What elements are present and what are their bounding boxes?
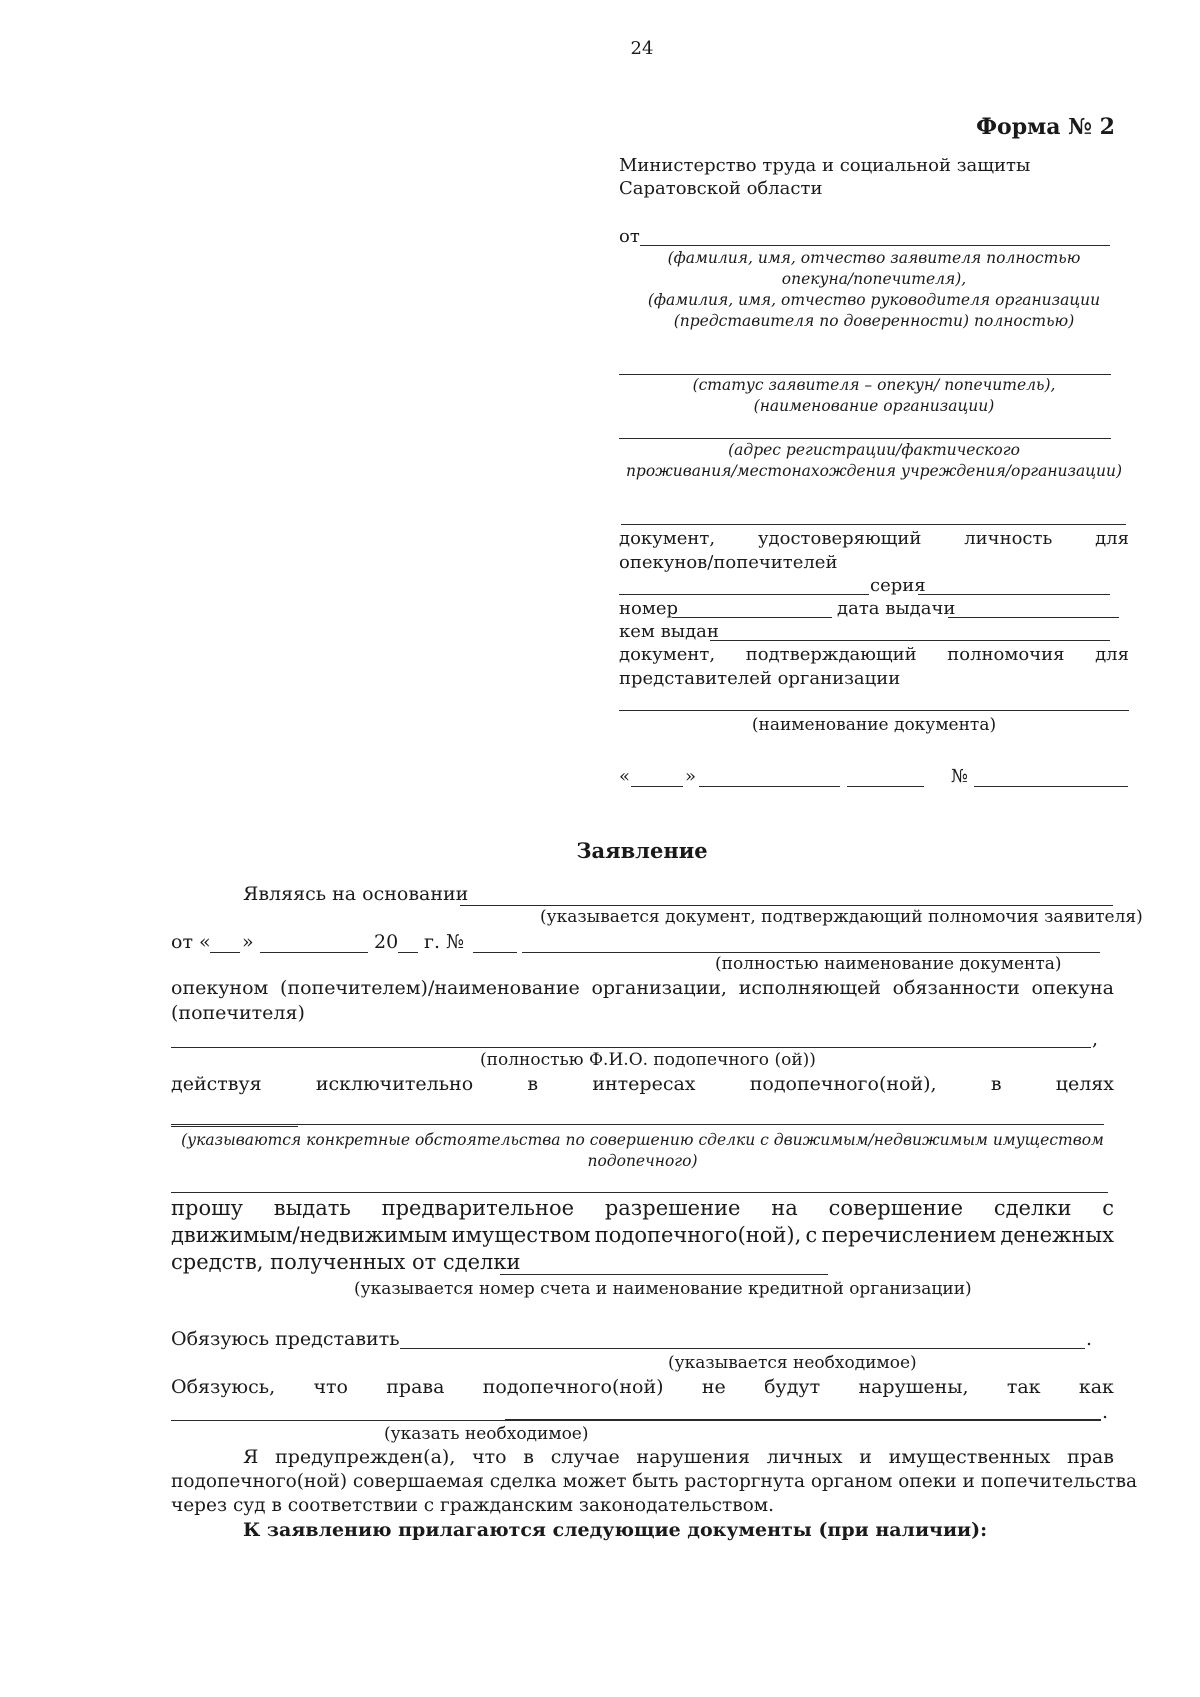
auth-doc-word: подтверждающий bbox=[745, 644, 917, 665]
guardian-word: опекуна bbox=[1031, 977, 1114, 999]
status-note-1: (статус заявителя – опекун/ попечитель), bbox=[692, 376, 1056, 394]
date-close-quote: » bbox=[685, 766, 697, 787]
rights-word: как bbox=[1078, 1376, 1114, 1398]
auth-doc-line-2: представителей организации bbox=[619, 668, 901, 689]
warned-line-2: подопечного(ной) совершаемая сделка может быть расторгнута органом опеки и попечительства bbox=[171, 1471, 1138, 1492]
necessary-note: (указывается необходимое) bbox=[668, 1353, 917, 1373]
id-doc-word: удостоверяющий bbox=[757, 528, 922, 549]
address-line[interactable] bbox=[619, 438, 1111, 439]
purpose-line-start bbox=[171, 1126, 298, 1127]
id-doc-word: для bbox=[1095, 528, 1129, 549]
guardian-word: обязанности bbox=[892, 977, 1020, 999]
request-line-1 bbox=[171, 1195, 1114, 1222]
issue-date-label: дата выдачи bbox=[837, 598, 956, 619]
acting-word: исключительно bbox=[315, 1073, 474, 1095]
doc-name-note: (наименование документа) bbox=[751, 715, 997, 735]
request-word: перечислением bbox=[821, 1223, 997, 1247]
doc-full-name-note: (полностью наименование документа) bbox=[715, 954, 1062, 974]
from-date-quote-close: » bbox=[242, 931, 254, 953]
rights-word: нарушены, bbox=[858, 1376, 969, 1398]
request-line-3: средств, полученных от сделки bbox=[171, 1250, 521, 1274]
warned-line-3: через суд в соответствии с гражданским законодательством. bbox=[171, 1495, 775, 1516]
id-doc-word: личность bbox=[964, 528, 1053, 549]
date-open-quote: « bbox=[619, 766, 631, 787]
warned-word: предупрежден(а), bbox=[275, 1446, 456, 1468]
from-day-line[interactable] bbox=[210, 952, 240, 953]
rights-word: так bbox=[1006, 1376, 1041, 1398]
doc-number-line[interactable] bbox=[473, 952, 517, 953]
request-line-2 bbox=[171, 1222, 1114, 1249]
rights-word: не bbox=[701, 1376, 726, 1398]
acting-word: целях bbox=[1055, 1073, 1114, 1095]
request-word: совершение bbox=[828, 1196, 964, 1220]
year-label: 20 bbox=[374, 931, 399, 953]
acting-word: подопечного(ной), bbox=[749, 1073, 937, 1095]
guardian-word: опекуном bbox=[171, 977, 269, 999]
doc-name-line[interactable] bbox=[522, 952, 1100, 953]
request-word: движимым/недвижимым bbox=[171, 1223, 448, 1247]
basis-note: (указывается документ, подтверждающий полномочия заявителя) bbox=[540, 907, 1143, 927]
undertake-period: . bbox=[1086, 1328, 1093, 1350]
applicant-name-note-2: опекуна/попечителя), bbox=[781, 270, 967, 288]
basis-line[interactable] bbox=[460, 905, 1113, 906]
guardian-line-2: (попечителя) bbox=[171, 1002, 305, 1024]
request-word: сделки bbox=[993, 1196, 1072, 1220]
auth-doc-word: документ, bbox=[619, 644, 716, 665]
warned-word: случае bbox=[550, 1446, 620, 1468]
auth-doc-word: полномочия bbox=[947, 644, 1065, 665]
warned-word: прав bbox=[1067, 1446, 1114, 1468]
request-word: денежных bbox=[1000, 1223, 1114, 1247]
issued-by-label: кем выдан bbox=[619, 621, 719, 642]
id-doc-line-1 bbox=[619, 527, 1129, 550]
statement-heading: Заявление bbox=[576, 838, 708, 863]
request-word: с bbox=[1102, 1196, 1114, 1220]
rights-word: права bbox=[386, 1376, 445, 1398]
request-word: предварительное bbox=[381, 1196, 575, 1220]
id-doc-top-line[interactable] bbox=[621, 524, 1126, 525]
applicant-name-note-3: (фамилия, имя, отчество руководителя организации bbox=[647, 291, 1101, 309]
date-month-line[interactable] bbox=[699, 786, 840, 787]
circumstances-note-2: подопечного) bbox=[587, 1152, 698, 1170]
guardian-line-1 bbox=[171, 976, 1114, 1001]
account-line[interactable] bbox=[500, 1274, 828, 1275]
address-note-2: проживания/местонахождения учреждения/организации) bbox=[625, 462, 1123, 480]
applicant-name-note-1: (фамилия, имя, отчество заявителя полностью bbox=[667, 249, 1081, 267]
ward-name-line[interactable] bbox=[171, 1047, 1091, 1048]
number-line[interactable] bbox=[672, 617, 832, 618]
series-line[interactable] bbox=[918, 594, 1110, 595]
attachments-heading: К заявлению прилагаются следующие документы (при наличии): bbox=[243, 1519, 988, 1541]
form-title: Форма № 2 bbox=[976, 114, 1115, 140]
address-note-1: (адрес регистрации/фактического bbox=[728, 441, 1020, 459]
page-number: 24 bbox=[630, 38, 654, 59]
acting-word: в bbox=[527, 1073, 539, 1095]
id-doc-word: документ, bbox=[619, 528, 716, 549]
rights-line bbox=[171, 1375, 1114, 1400]
year-line[interactable] bbox=[398, 952, 418, 953]
addressee-line-1: Министерство труда и социальной защиты bbox=[619, 155, 1031, 176]
specify-note: (указать необходимое) bbox=[384, 1424, 589, 1444]
ward-line-comma: , bbox=[1092, 1028, 1099, 1050]
year-suffix: г. № bbox=[424, 931, 465, 953]
undertake-label: Обязуюсь представить bbox=[171, 1328, 400, 1350]
warned-word: в bbox=[523, 1446, 534, 1468]
rights-reason-line-bold bbox=[505, 1419, 1101, 1421]
request-word: выдать bbox=[273, 1196, 351, 1220]
undertake-line[interactable] bbox=[400, 1348, 1085, 1349]
auth-doc-line-1 bbox=[619, 643, 1129, 666]
series-label: серия bbox=[870, 575, 926, 596]
rights-word: что bbox=[313, 1376, 348, 1398]
auth-doc-name-line[interactable] bbox=[619, 710, 1129, 711]
account-note: (указывается номер счета и наименование кредитной организации) bbox=[354, 1279, 972, 1299]
acting-line bbox=[171, 1072, 1114, 1097]
rights-period: . bbox=[1102, 1401, 1109, 1423]
from-label: от bbox=[619, 226, 640, 247]
request-word: прошу bbox=[171, 1196, 243, 1220]
request-word: подопечного(ной), bbox=[594, 1223, 802, 1247]
date-number-sign: № bbox=[951, 766, 969, 787]
warned-word: личных bbox=[766, 1446, 843, 1468]
guardian-word: исполняющей bbox=[738, 977, 881, 999]
date-day-line[interactable] bbox=[631, 786, 683, 787]
addressee-line-2: Саратовской области bbox=[619, 178, 823, 199]
issued-by-line[interactable] bbox=[710, 640, 1110, 641]
guardian-word: (попечителем)/наименование bbox=[280, 977, 580, 999]
warned-word: и bbox=[859, 1446, 872, 1468]
acting-word: интересах bbox=[592, 1073, 696, 1095]
acting-word: в bbox=[990, 1073, 1002, 1095]
applicant-name-note-4: (представителя по доверенности) полностью) bbox=[673, 312, 1075, 330]
from-month-line[interactable] bbox=[260, 952, 368, 953]
applicant-name-line[interactable] bbox=[640, 245, 1110, 246]
rights-word: будут bbox=[764, 1376, 821, 1398]
purpose-line[interactable] bbox=[171, 1124, 1104, 1125]
date-year-line[interactable] bbox=[847, 786, 924, 787]
basis-label: Являясь на основании bbox=[243, 883, 469, 905]
warned-word: нарушения bbox=[636, 1446, 750, 1468]
warned-word: Я bbox=[243, 1446, 259, 1468]
from-date-prefix: от « bbox=[171, 931, 211, 953]
request-word: разрешение bbox=[604, 1196, 741, 1220]
warned-line-1 bbox=[243, 1445, 1114, 1470]
acting-word: действуя bbox=[171, 1073, 262, 1095]
purpose-continuation-line[interactable] bbox=[171, 1192, 1108, 1193]
warned-word: имущественных bbox=[888, 1446, 1051, 1468]
date-number-line[interactable] bbox=[974, 786, 1128, 787]
issue-date-line[interactable] bbox=[948, 617, 1119, 618]
rights-word: Обязуюсь, bbox=[171, 1376, 276, 1398]
id-doc-type-line[interactable] bbox=[619, 594, 869, 595]
request-word: с bbox=[805, 1223, 818, 1247]
number-label: номер bbox=[619, 598, 679, 619]
guardian-word: организации, bbox=[591, 977, 727, 999]
ward-note: (полностью Ф.И.О. подопечного (ой)) bbox=[480, 1050, 816, 1070]
circumstances-note-1: (указываются конкретные обстоятельства по совершению сделки с движимым/недвижимым имуществом bbox=[181, 1131, 1104, 1149]
rights-word: подопечного(ной) bbox=[482, 1376, 664, 1398]
request-word: имуществом bbox=[451, 1223, 591, 1247]
id-doc-line-2: опекунов/попечителей bbox=[619, 552, 838, 573]
status-note-2: (наименование организации) bbox=[753, 397, 995, 415]
warned-word: что bbox=[472, 1446, 507, 1468]
request-word: на bbox=[771, 1196, 798, 1220]
auth-doc-word: для bbox=[1095, 644, 1129, 665]
